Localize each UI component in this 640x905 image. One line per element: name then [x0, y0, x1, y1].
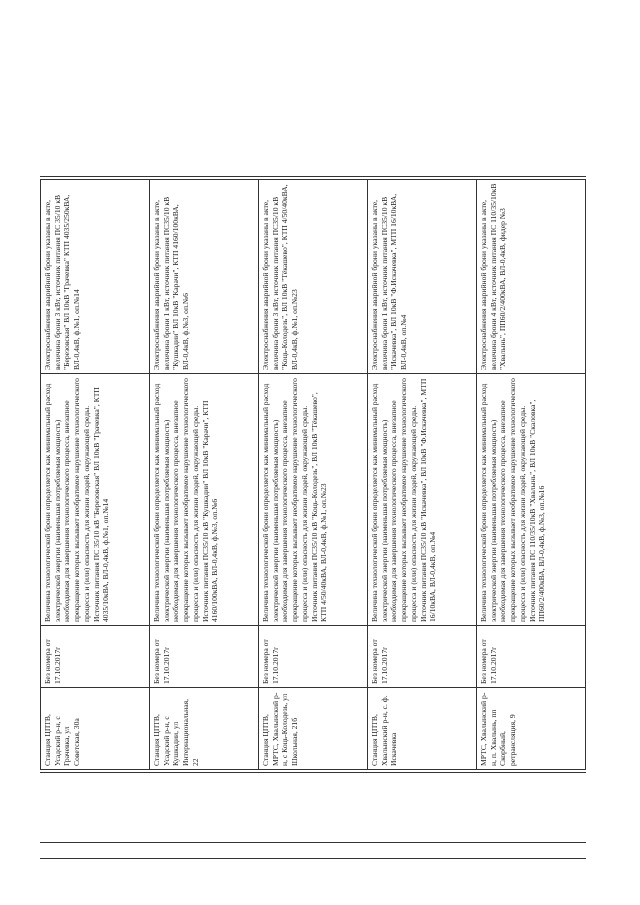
table-row — [259, 180, 368, 770]
table-row — [477, 180, 586, 770]
cell-emergency-reserve: Электроснабжения аварийной брони указаны в акте, величина брони 1 кВт, источник питания ПС35/10 кВ "Кушкадии" ВЛ 10кВ "Карачи", КТП 4160/100кВА, ВЛ-0,4кВ, ф.№3, оп.№6 — [150, 180, 259, 374]
cell-object: Станция ЦПТВ, Усадский р-н, с Грачевка, ул Советская, 30а — [41, 688, 150, 770]
cell-act: Без номера от 17.10.2017г — [150, 626, 259, 688]
rule-middle — [40, 772, 586, 773]
cell-act: Без номера от 17.10.2017г — [368, 626, 477, 688]
cell-tech-reserve: Величина технологической брони определяется как минимальный расход электрической энергии (наименьшая потребляемая мощность) необходимая для завершения технологического процесса, внезапное прекращение которых вызывает необратимое нарушение технологического процесса и (или) опасность для жизни людей, окружающей среды. Источник питания ПС 110/35/10кВ "Хвалынь", ВЛ 10кВ "Скаловка", ПП60/2/400кВА, ВЛ-0,4кВ, ф.№3, оп.№16 — [477, 374, 586, 626]
cell-object: Станция ЦПТВ, Хвалынский р-н, с. ф. Искачевка — [368, 688, 477, 770]
cell-emergency-reserve: Электроснабжения аварийной брони указаны в акте, величина брони 3 кВт, источник питания ПС35/10 кВ "Коць-Колодезь", ВЛ 10кВ "Тёкашево", КТП 4/50/40кВА, ВЛ-0,4кВ, ф.№1, оп.№23 — [259, 180, 368, 374]
cell-tech-reserve: Величина технологической брони определяется как минимальный расход электрической энергии (наименьшая потребляемая мощность) необходимая для завершения технологического процесса, внезапное прекращение которых вызывает необратимое нарушение технологического процесса и (или) опасность для жизни людей, окружающей среды. Источник питания ПС35/10 кВ "Коць-Колодезь", ВЛ 10кВ "Тёкашево", КТП 4/50/40кВА, ВЛ-0,4кВ, ф.№1, оп.№23 — [259, 374, 368, 626]
cell-emergency-reserve: Электроснабжения аварийной брони указаны в акте, величина брони 4 кВт, источник питания ПС 110/35/10кВ "Хвалынь", ПП60/2/400кВА, ВЛ-0,4кВ, фидер №3 — [477, 180, 586, 374]
table-row — [41, 180, 150, 770]
rule-top — [40, 176, 586, 177]
cell-object: Станция ЦПТВ, МРТС, Хвалынский р-н, с Коць-Колодезь, ул Школьная, 21б — [259, 688, 368, 770]
cell-emergency-reserve: Электроснабжения аварийной брони указаны в акте, величина брони 3 кВт, источник питания ПС 35/10 кВ "Березовская" ВЛ 10кВ "Грачевка" КТП 4035/250кВА, ВЛ-0,4кВ, ф.№1, оп.№14 — [41, 180, 150, 374]
rotated-table-wrapper — [40, 180, 586, 770]
cell-tech-reserve: Величина технологической брони определяется как минимальный расход электрической энергии (наименьшая потребляемая мощность) необходимая для завершения технологического процесса, внезапное прекращение которых вызывает необратимое нарушение технологического процесса и (или) опасность для жизни людей, окружающей среды. Источник питания ПС35/10 кВ "Кушкадии" ВЛ 10кВ "Карачи", КТП 4160/100кВА, ВЛ-0,4кВ, ф.№3, оп.№6 — [150, 374, 259, 626]
reservation-table — [40, 179, 586, 770]
cell-act: Без номера от 17.10.2017г — [41, 626, 150, 688]
cell-tech-reserve: Величина технологической брони определяется как минимальный расход электрической энергии (наименьшая потребляемая мощность) необходимая для завершения технологического процесса, внезапное прекращение которых вызывает необратимое нарушение технологического процесса и (или) опасность для жизни людей, окружающей среды. Источник питания ПС 35/10 кВ "Березовская" ВЛ 10кВ "Грачевка", КТП 4035/10кВА, ВЛ-0,4кВ, ф.№1, оп.№14 — [41, 374, 150, 626]
rule-lower — [40, 842, 586, 843]
rule-bottom — [40, 858, 586, 859]
table-row — [368, 180, 477, 770]
table-row — [150, 180, 259, 770]
cell-emergency-reserve: Электроснабжения аварийной брони указаны в акте, величина брони 1 кВт, источник питания ПС35/10 кВ "Искачевка", ВЛ 10кВ "Ф.Искачевка", МТП 16/10кВА, ВЛ-0,4кВ, оп.№4 — [368, 180, 477, 374]
cell-object: МРТС, Хвалынский р-н, п. Хвалынь, пп Скорбный, ретрансляция, 9 — [477, 688, 586, 770]
cell-act: Без номера от 17.10.2017г — [477, 626, 586, 688]
cell-tech-reserve: Величина технологической брони определяется как минимальный расход электрической энергии (наименьшая потребляемая мощность) необходимая для завершения технологического процесса, внезапное прекращение которых вызывает необратимое нарушение технологического процесса и (или) опасность для жизни людей, окружающей среды. Источник питания ПС35/10 кВ "Искачевка", ВЛ 10кВ "Ф.Искачевка", МТП 16/10кВА, ВЛ-0,4кВ, оп.№4 — [368, 374, 477, 626]
cell-act: Без номера от 17.10.2017г — [259, 626, 368, 688]
cell-object: Станция ЦПТВ, Усадский р-н, с Кушкадии, ул Интернациональная, 22 — [150, 688, 259, 770]
